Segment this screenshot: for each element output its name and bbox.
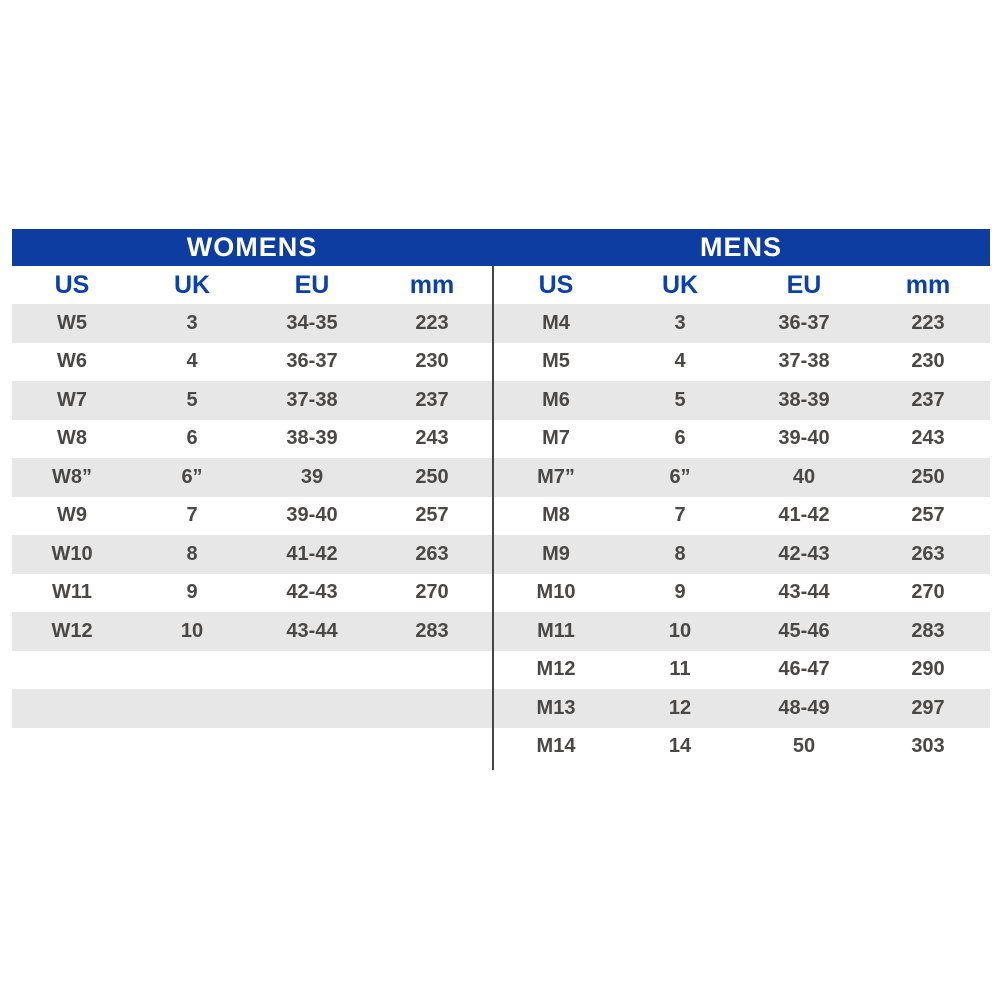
table-cell: 297	[911, 696, 945, 719]
table-row	[12, 497, 492, 536]
table-cell: M9	[542, 542, 570, 565]
column-header-eu: EU	[294, 270, 330, 299]
table-cell: 38-39	[778, 388, 830, 411]
table-cell: 50	[792, 735, 816, 758]
table-cell: 5	[674, 388, 686, 411]
table-cell: 42-43	[286, 581, 338, 604]
table-cell: 41-42	[286, 542, 338, 565]
table-cell: 263	[911, 542, 945, 565]
table-cell: W5	[57, 311, 87, 334]
table-row	[12, 651, 492, 690]
mens-table-rows	[494, 304, 990, 766]
table-cell: 5	[186, 388, 198, 411]
table-row	[494, 689, 990, 728]
column-header-mm: mm	[905, 270, 951, 299]
table-cell: 45-46	[778, 619, 830, 642]
table-cell: 48-49	[778, 696, 830, 719]
table-cell: 36-37	[778, 311, 830, 334]
table-cell: 43-44	[286, 619, 338, 642]
table-cell: M8	[542, 504, 570, 527]
table-cell: 36-37	[286, 350, 338, 373]
table-row	[12, 343, 492, 382]
table-cell: M5	[542, 350, 570, 373]
table-row	[494, 535, 990, 574]
table-cell: 223	[415, 311, 449, 334]
table-cell: 7	[674, 504, 686, 527]
table-row	[494, 343, 990, 382]
table-row	[494, 304, 990, 343]
table-cell: 8	[674, 542, 686, 565]
table-cell: 46-47	[778, 658, 830, 681]
table-cell: M11	[537, 619, 575, 642]
column-header-uk: UK	[661, 270, 699, 299]
table-row	[494, 612, 990, 651]
table-cell: 39-40	[778, 427, 830, 450]
table-row	[12, 574, 492, 613]
table-cell: 283	[415, 619, 449, 642]
table-cell: M7”	[537, 465, 575, 488]
womens-column-headers	[12, 266, 492, 304]
table-cell: 8	[186, 542, 198, 565]
table-cell: 34-35	[286, 311, 338, 334]
table-cell: 230	[911, 350, 945, 373]
table-cell: 43-44	[778, 581, 830, 604]
table-cell: 38-39	[286, 427, 338, 450]
table-cell: 6”	[669, 465, 691, 488]
table-cell: 9	[186, 581, 198, 604]
table-cell: 37-38	[778, 350, 830, 373]
table-cell: 303	[911, 735, 945, 758]
table-cell: 283	[911, 619, 945, 642]
table-row	[12, 535, 492, 574]
table-cell: 290	[911, 658, 945, 681]
table-row	[12, 304, 492, 343]
table-cell: 243	[415, 427, 449, 450]
table-cell: M14	[536, 735, 576, 758]
table-cell: 10	[668, 619, 692, 642]
table-cell: W12	[51, 619, 93, 642]
table-cell: 230	[415, 350, 449, 373]
table-cell: 41-42	[778, 504, 830, 527]
table-row	[12, 381, 492, 420]
column-header-us: US	[538, 270, 574, 299]
column-header-eu: EU	[786, 270, 822, 299]
table-cell: 6”	[181, 465, 203, 488]
table-row	[494, 574, 990, 613]
table-cell: W8”	[52, 465, 92, 488]
table-cell: 12	[668, 696, 692, 719]
column-header-uk: UK	[173, 270, 211, 299]
table-row	[494, 651, 990, 690]
table-cell: 4	[674, 350, 686, 373]
table-cell: M10	[536, 581, 576, 604]
chart-body	[12, 266, 990, 766]
table-cell: M7	[542, 427, 570, 450]
mens-size-table	[494, 266, 990, 766]
table-cell: 270	[911, 581, 945, 604]
table-cell: 39-40	[286, 504, 338, 527]
table-cell: 237	[911, 388, 945, 411]
table-cell: 42-43	[778, 542, 830, 565]
table-cell: 3	[186, 311, 198, 334]
column-header-mm: mm	[409, 270, 455, 299]
table-cell: 250	[911, 465, 945, 488]
table-cell: M12	[536, 658, 576, 681]
shoe-size-chart	[12, 229, 990, 766]
table-cell: 4	[186, 350, 198, 373]
table-cell: 257	[415, 504, 449, 527]
table-cell: M4	[542, 311, 570, 334]
section-title-bar	[12, 229, 990, 266]
table-cell: 14	[668, 735, 692, 758]
mens-section-title: MENS	[699, 232, 782, 262]
table-cell: 270	[415, 581, 449, 604]
table-cell: 223	[911, 311, 945, 334]
table-row	[12, 728, 492, 767]
table-cell: W6	[57, 350, 87, 373]
table-cell: M6	[542, 388, 570, 411]
table-cell: 9	[674, 581, 686, 604]
table-cell: 11	[669, 658, 691, 681]
table-cell: W11	[51, 581, 93, 604]
table-cell: 6	[674, 427, 686, 450]
table-cell: M13	[536, 696, 576, 719]
table-cell: 237	[415, 388, 449, 411]
mens-column-headers	[494, 266, 990, 304]
table-row	[12, 689, 492, 728]
column-header-us: US	[54, 270, 90, 299]
table-row	[494, 497, 990, 536]
table-divider	[492, 266, 494, 770]
table-row	[494, 381, 990, 420]
table-cell: 257	[911, 504, 945, 527]
womens-size-table	[12, 266, 492, 766]
table-row	[12, 612, 492, 651]
table-cell: 7	[186, 504, 198, 527]
table-cell: 250	[415, 465, 449, 488]
table-cell: 6	[186, 427, 198, 450]
table-row	[494, 420, 990, 459]
table-cell: 263	[415, 542, 449, 565]
table-cell: 3	[674, 311, 686, 334]
table-cell: W10	[51, 542, 93, 565]
table-cell: 40	[792, 465, 816, 488]
table-row	[12, 420, 492, 459]
table-cell: 10	[180, 619, 204, 642]
womens-section-title: WOMENS	[186, 232, 318, 262]
table-cell: 243	[911, 427, 945, 450]
table-cell: W8	[57, 427, 87, 450]
table-cell: 39	[300, 465, 324, 488]
table-row	[494, 458, 990, 497]
table-cell: W7	[57, 388, 87, 411]
table-cell: W9	[57, 504, 87, 527]
table-row	[494, 728, 990, 767]
table-cell: 37-38	[286, 388, 338, 411]
womens-table-rows	[12, 304, 492, 766]
table-row	[12, 458, 492, 497]
